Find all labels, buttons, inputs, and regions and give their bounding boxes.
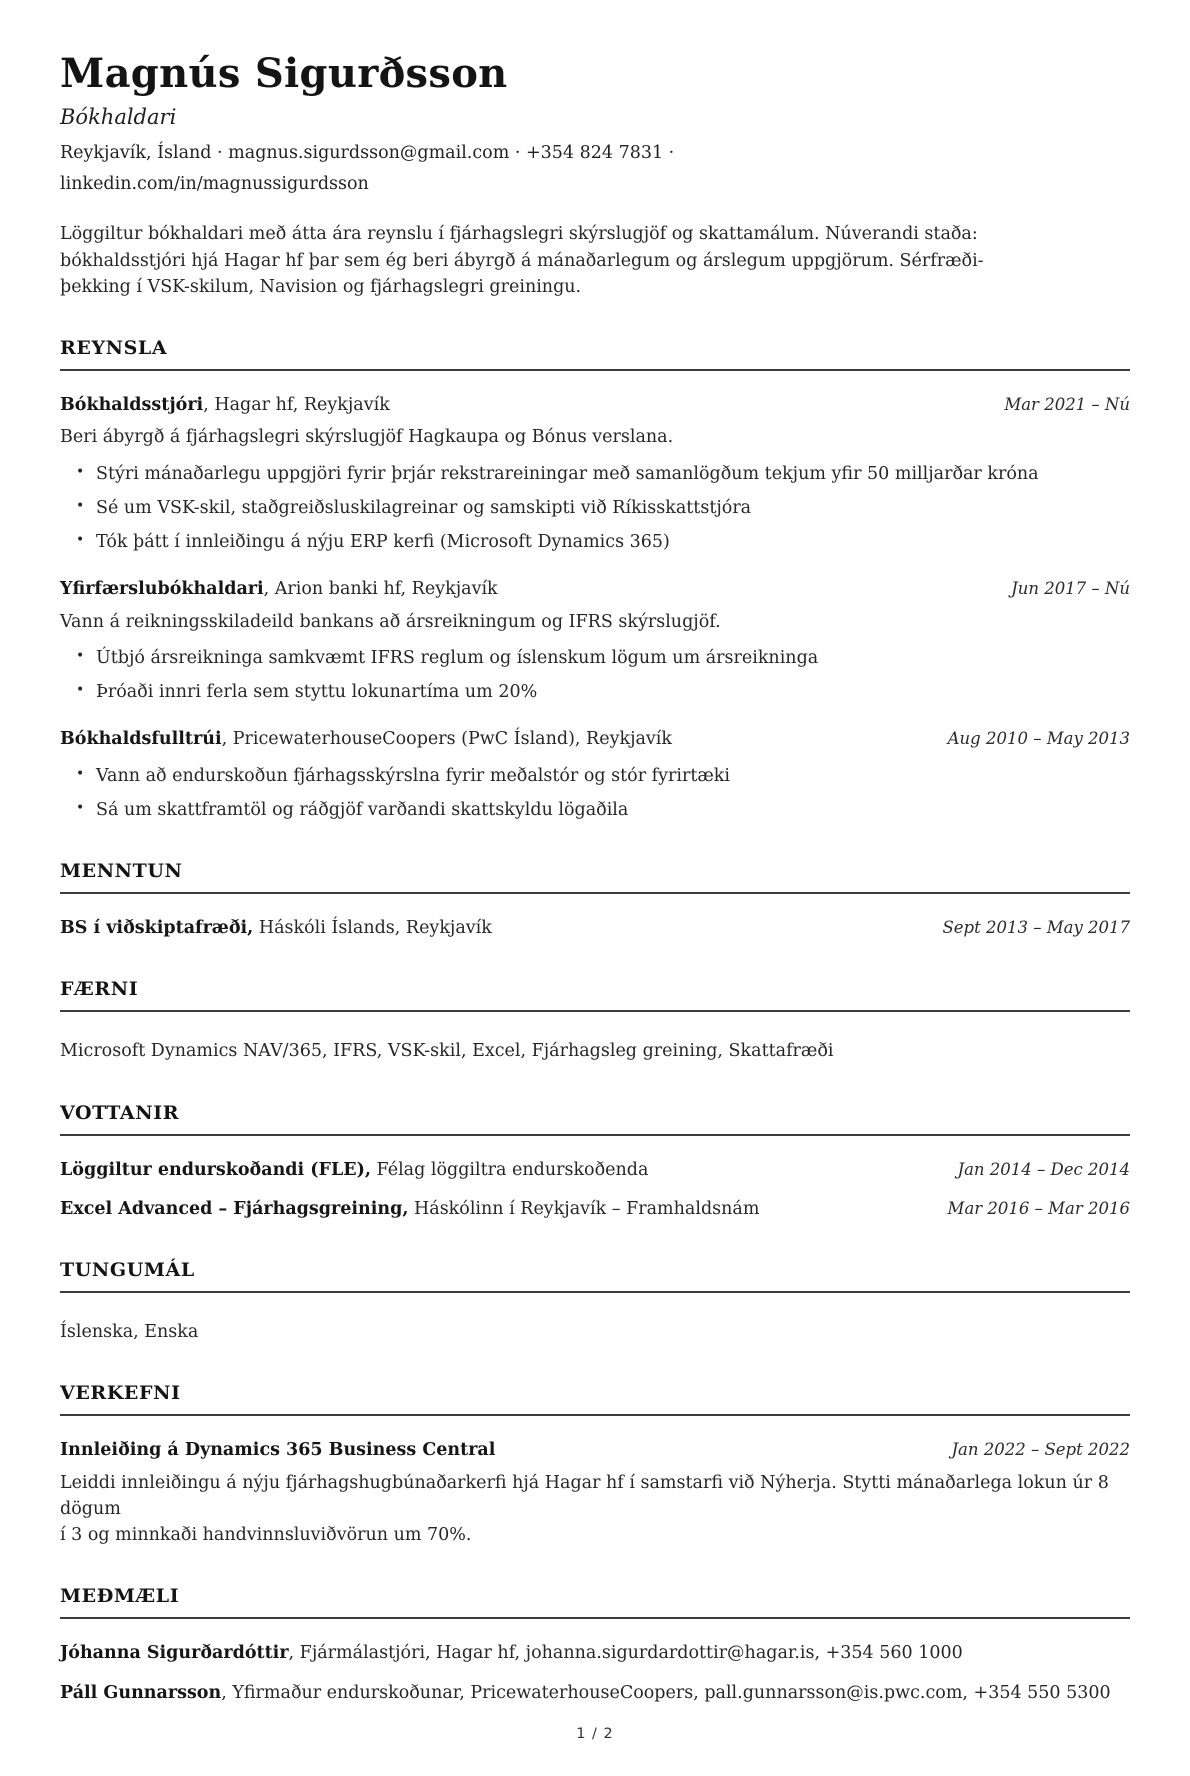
job-title: Bókhaldsstjóri (60, 395, 204, 415)
entry-header-row (60, 1157, 1130, 1183)
job-org: , Arion banki hf, Reykjavík (263, 579, 498, 600)
section-experience (60, 337, 1130, 823)
contact-info (60, 138, 1130, 199)
reference-name: Jóhanna Sigurðardóttir (60, 1643, 289, 1664)
entry-header-row (60, 726, 1130, 752)
job-bullet: • Vann að endurskoðun fjárhagsskýrslna fyrir meðalstór og stór fyrirtæki (76, 763, 1130, 789)
job-bullet: • Stýri mánaðarlegu uppgjöri fyrir þrjár rekstrareiningar með samanlögðum tekjum yfir 50 milljarðar króna (76, 461, 1130, 487)
person-name: Magnús Sigurðsson (60, 50, 508, 97)
job-org: , Hagar hf, Reykjavík (203, 395, 390, 415)
section-references (60, 1585, 1130, 1706)
job-dates: Jun 2017 – Nú (1011, 579, 1130, 599)
reference-line (60, 1640, 1130, 1666)
job-description: Vann á reikningsskiladeild bankans að ársreikningum og IFRS skýrslugjöf. (60, 611, 721, 632)
section-heading-certifications: VOTTANIR (60, 1102, 1130, 1136)
job-title-line (60, 392, 390, 418)
entry-header-row (60, 1437, 1130, 1463)
page-number: 1 / 2 (576, 1725, 614, 1742)
job-dates: Aug 2010 – May 2013 (947, 729, 1130, 749)
section-heading-languages: TUNGUMÁL (60, 1259, 1130, 1293)
section-heading-experience: REYNSLA (60, 337, 1130, 371)
job-bullet-list (60, 645, 1130, 706)
certification-entry (60, 1157, 1130, 1183)
project-entry (60, 1437, 1130, 1548)
person-role: Bókhaldari (60, 105, 177, 129)
job-bullet-list (60, 461, 1130, 556)
project-title: Innleiðing á Dynamics 365 Business Central (60, 1440, 496, 1461)
experience-entry (60, 726, 1130, 823)
entry-header-row (60, 576, 1130, 602)
summary-paragraph (60, 221, 1130, 300)
section-heading-references: MEÐMÆLI (60, 1585, 1130, 1619)
certification-title-line (60, 1157, 648, 1183)
certification-issuer: Félag löggiltra endurskoðenda (370, 1159, 649, 1180)
job-title: Yfirfærslubókhaldari (60, 579, 264, 600)
education-school: Háskóli Íslands, Reykjavík (253, 918, 492, 938)
reference-details: , Yfirmaður endurskoðunar, PricewaterhouseCoopers, pall.gunnarsson@is.pwc.com, +354 550 5300 (221, 1682, 1111, 1703)
job-org: , PricewaterhouseCoopers (PwC Ísland), Reykjavík (221, 729, 673, 750)
certification-dates: Mar 2016 – Mar 2016 (947, 1198, 1130, 1218)
reference-entry (60, 1680, 1130, 1706)
job-title: Bókhaldsfulltrúi (60, 729, 222, 750)
job-dates: Mar 2021 – Nú (1004, 395, 1130, 414)
job-bullet: • Sé um VSK-skil, staðgreiðsluskilagreinar og samskipti við Ríkisskattstjóra (76, 495, 1130, 521)
project-dates: Jan 2022 – Sept 2022 (951, 1440, 1130, 1460)
job-bullet: • Sá um skattframtöl og ráðgjöf varðandi skattskyldu lögaðila (76, 797, 1130, 823)
project-title-line (60, 1437, 495, 1463)
job-title-line (60, 576, 498, 602)
project-description (60, 1470, 1130, 1549)
resume-header (60, 52, 1130, 300)
job-title-line (60, 726, 672, 752)
education-title-line (60, 915, 492, 941)
entry-header-row (60, 1196, 1130, 1222)
project-description-line-2: í 3 og minnkaði handvinnsluviðvörun um 70%. (60, 1525, 472, 1545)
certification-entry (60, 1196, 1130, 1222)
contact-line-2: linkedin.com/in/magnussigurdsson (60, 173, 369, 194)
education-entry (60, 915, 1130, 941)
languages-list: Íslenska, Enska (60, 1322, 199, 1342)
job-bullet: • Tók þátt í innleiðingu á nýju ERP kerfi (Microsoft Dynamics 365) (76, 529, 1130, 555)
reference-line (60, 1680, 1130, 1706)
section-languages (60, 1259, 1130, 1345)
section-skills (60, 978, 1130, 1064)
contact-line-1: Reykjavík, Ísland · magnus.sigurdsson@gmail.com · +354 824 7831 · (60, 143, 675, 163)
reference-entry (60, 1640, 1130, 1666)
section-heading-education: MENNTUN (60, 860, 1130, 894)
entry-header-row (60, 915, 1130, 941)
certification-title-line (60, 1196, 759, 1222)
summary-line-1: Löggiltur bókhaldari með átta ára reynslu í fjárhagslegri skýrslugjöf og skattamálum. Núverandi staða: (60, 224, 978, 245)
section-education (60, 860, 1130, 941)
project-description-line-1: Leiddi innleiðingu á nýju fjárhagshugbúnaðarkerfi hjá Hagar hf í samstarfi við Nýherja. Stytti mánaðarlega lokun úr 8 dögum (60, 1472, 1109, 1519)
entry-header-row (60, 392, 1130, 418)
reference-details: , Fjármálastjóri, Hagar hf, johanna.sigurdardottir@hagar.is, +354 560 1000 (288, 1643, 963, 1664)
job-bullet: • Þróaði innri ferla sem styttu lokunartíma um 20% (76, 679, 1130, 705)
job-description: Beri ábyrgð á fjárhagslegri skýrslugjöf Hagkaupa og Bónus verslana. (60, 427, 674, 448)
job-bullet: • Útbjó ársreikninga samkvæmt IFRS reglum og íslenskum lögum um ársreikninga (76, 645, 1130, 671)
experience-entry (60, 576, 1130, 705)
experience-entry (60, 392, 1130, 555)
skills-list: Microsoft Dynamics NAV/365, IFRS, VSK-skil, Excel, Fjárhagsleg greining, Skattafræði (60, 1041, 834, 1062)
summary-line-3: þekking í VSK-skilum, Navision og fjárhagslegri greiningu. (60, 276, 582, 297)
summary-line-2: bókhaldsstjóri hjá Hagar hf þar sem ég beri ábyrgð á mánaðarlegum og árslegum uppgjörum. Sérfræði- (60, 250, 984, 271)
education-degree: BS í viðskiptafræði, (60, 918, 254, 938)
reference-name: Páll Gunnarsson (60, 1682, 222, 1703)
job-bullet-list (60, 763, 1130, 824)
education-dates: Sept 2013 – May 2017 (942, 918, 1130, 937)
section-projects (60, 1382, 1130, 1548)
certification-name: Löggiltur endurskoðandi (FLE), (60, 1159, 371, 1180)
section-certifications (60, 1102, 1130, 1223)
certification-name: Excel Advanced – Fjárhagsgreining, (60, 1198, 409, 1219)
section-heading-projects: VERKEFNI (60, 1382, 1130, 1416)
certification-issuer: Háskólinn í Reykjavík – Framhaldsnám (408, 1198, 760, 1219)
section-heading-skills: FÆRNI (60, 978, 1130, 1012)
certification-dates: Jan 2014 – Dec 2014 (957, 1159, 1130, 1179)
